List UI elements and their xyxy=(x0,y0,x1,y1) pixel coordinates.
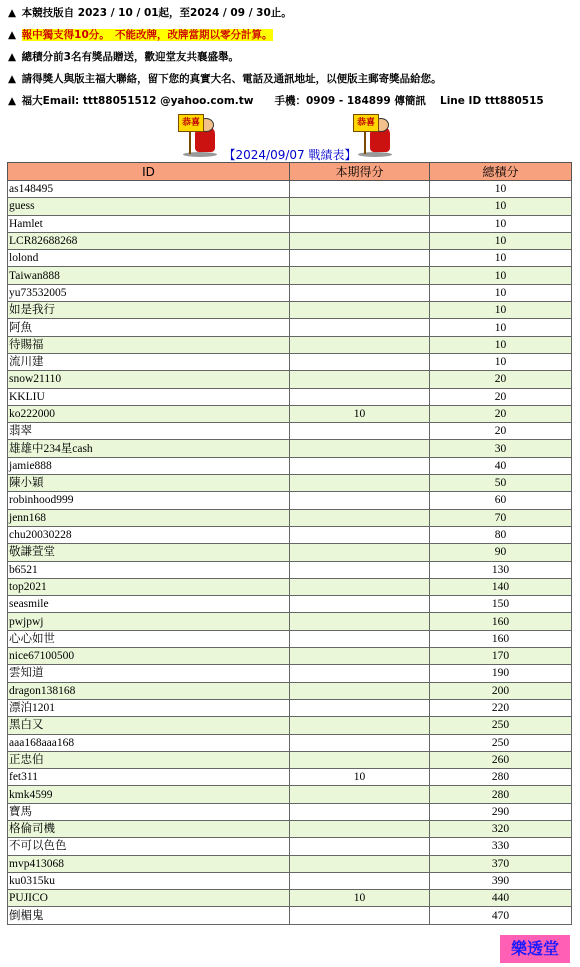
cell-total-score: 470 xyxy=(430,907,572,924)
cell-period-score xyxy=(290,198,430,215)
cell-total-score: 10 xyxy=(430,336,572,353)
cell-period-score xyxy=(290,717,430,734)
cell-id: jamie888 xyxy=(8,457,290,474)
table-row xyxy=(8,440,572,457)
cell-total-score: 170 xyxy=(430,648,572,665)
note-contact-request: ▲ 請得獎人與版主福大聯絡，留下您的真實大名、電話及通訊地址，以便版主郵寄獎品給您。 xyxy=(8,73,442,85)
cell-total-score: 440 xyxy=(430,890,572,907)
cell-id: PUJICO xyxy=(8,890,290,907)
cell-total-score: 10 xyxy=(430,284,572,301)
cell-period-score xyxy=(290,284,430,301)
cell-id: 黑白又 xyxy=(8,717,290,734)
cell-id: guess xyxy=(8,198,290,215)
cell-period-score xyxy=(290,181,430,198)
table-row xyxy=(8,717,572,734)
cell-total-score: 140 xyxy=(430,578,572,595)
cell-id: yu73532005 xyxy=(8,284,290,301)
cell-period-score xyxy=(290,302,430,319)
cell-period-score xyxy=(290,820,430,837)
table-row xyxy=(8,526,572,543)
cell-id: 雄雄中234星cash xyxy=(8,440,290,457)
cell-period-score: 10 xyxy=(290,405,430,422)
cell-total-score: 280 xyxy=(430,769,572,786)
table-row xyxy=(8,613,572,630)
table-row xyxy=(8,890,572,907)
cell-period-score: 10 xyxy=(290,769,430,786)
table-row xyxy=(8,457,572,474)
cell-period-score xyxy=(290,544,430,561)
cell-period-score xyxy=(290,457,430,474)
cell-period-score xyxy=(290,509,430,526)
cell-id: ku0315ku xyxy=(8,872,290,889)
triangle-icon: ▲ xyxy=(8,7,17,19)
cell-total-score: 10 xyxy=(430,181,572,198)
cell-period-score xyxy=(290,267,430,284)
cell-id: fet311 xyxy=(8,769,290,786)
congrats-figure-icon: 恭喜 xyxy=(350,112,396,158)
cell-total-score: 90 xyxy=(430,544,572,561)
table-row xyxy=(8,769,572,786)
cell-id: 正忠伯 xyxy=(8,751,290,768)
cell-total-score: 160 xyxy=(430,613,572,630)
score-table-title: 【2024/09/07 戰績表】 xyxy=(223,148,357,162)
cell-id: chu20030228 xyxy=(8,526,290,543)
cell-period-score xyxy=(290,872,430,889)
cell-period-score xyxy=(290,526,430,543)
table-row xyxy=(8,907,572,924)
cell-total-score: 20 xyxy=(430,405,572,422)
cell-id: jenn168 xyxy=(8,509,290,526)
cell-period-score xyxy=(290,630,430,647)
score-table xyxy=(7,162,572,925)
cell-id: robinhood999 xyxy=(8,492,290,509)
cell-id: seasmile xyxy=(8,596,290,613)
cell-total-score: 370 xyxy=(430,855,572,872)
cell-period-score xyxy=(290,440,430,457)
cell-total-score: 40 xyxy=(430,457,572,474)
cell-id: 翡翠 xyxy=(8,423,290,440)
cell-id: b6521 xyxy=(8,561,290,578)
cell-id: 阿魚 xyxy=(8,319,290,336)
table-row xyxy=(8,786,572,803)
cell-period-score xyxy=(290,699,430,716)
cell-total-score: 50 xyxy=(430,475,572,492)
cell-period-score xyxy=(290,578,430,595)
cell-total-score: 20 xyxy=(430,423,572,440)
table-row xyxy=(8,198,572,215)
table-row xyxy=(8,734,572,751)
cell-total-score: 80 xyxy=(430,526,572,543)
cell-id: aaa168aaa168 xyxy=(8,734,290,751)
cell-total-score: 20 xyxy=(430,371,572,388)
cell-period-score xyxy=(290,786,430,803)
table-row xyxy=(8,665,572,682)
table-row xyxy=(8,475,572,492)
table-row xyxy=(8,492,572,509)
note-contact-info: ▲ 福大Email: ttt88051512 @yahoo.com.tw 手機：0909 - 184899 傳簡訊 Line ID ttt880515 xyxy=(8,95,544,107)
cell-id: 倒楣鬼 xyxy=(8,907,290,924)
cell-total-score: 60 xyxy=(430,492,572,509)
cell-id: 不可以色色 xyxy=(8,838,290,855)
cell-id: KKLIU xyxy=(8,388,290,405)
cell-period-score xyxy=(290,423,430,440)
cell-period-score xyxy=(290,596,430,613)
cell-period-score xyxy=(290,492,430,509)
cell-id: 心心如世 xyxy=(8,630,290,647)
site-logo-badge[interactable]: 樂透堂 xyxy=(500,935,570,963)
header-period-score: 本期得分 xyxy=(290,163,430,181)
cell-period-score xyxy=(290,734,430,751)
cell-period-score xyxy=(290,648,430,665)
table-row xyxy=(8,353,572,370)
header-total-score: 總積分 xyxy=(430,163,572,181)
table-row xyxy=(8,319,572,336)
cell-total-score: 10 xyxy=(430,250,572,267)
table-row xyxy=(8,250,572,267)
triangle-icon: ▲ xyxy=(8,73,17,85)
cell-id: 漂泊1201 xyxy=(8,699,290,716)
triangle-icon: ▲ xyxy=(8,51,17,63)
cell-id: 雲知道 xyxy=(8,665,290,682)
table-row xyxy=(8,181,572,198)
cell-total-score: 390 xyxy=(430,872,572,889)
cell-id: Taiwan888 xyxy=(8,267,290,284)
cell-total-score: 130 xyxy=(430,561,572,578)
cell-id: pwjpwj xyxy=(8,613,290,630)
cell-id: snow21110 xyxy=(8,371,290,388)
cell-period-score xyxy=(290,838,430,855)
cell-period-score xyxy=(290,353,430,370)
cell-total-score: 10 xyxy=(430,267,572,284)
cell-total-score: 70 xyxy=(430,509,572,526)
table-row xyxy=(8,509,572,526)
table-row xyxy=(8,699,572,716)
cell-id: ko222000 xyxy=(8,405,290,422)
table-row xyxy=(8,302,572,319)
cell-period-score xyxy=(290,319,430,336)
cell-id: kmk4599 xyxy=(8,786,290,803)
cell-period-score xyxy=(290,232,430,249)
cell-total-score: 30 xyxy=(430,440,572,457)
table-row xyxy=(8,371,572,388)
cell-total-score: 150 xyxy=(430,596,572,613)
cell-period-score xyxy=(290,215,430,232)
cell-id: lolond xyxy=(8,250,290,267)
congrats-figure-icon: 恭喜 xyxy=(175,112,221,158)
table-row xyxy=(8,267,572,284)
cell-id: Hamlet xyxy=(8,215,290,232)
table-row xyxy=(8,561,572,578)
banner xyxy=(0,112,580,160)
cell-period-score xyxy=(290,475,430,492)
table-row xyxy=(8,855,572,872)
table-header-row xyxy=(8,163,572,181)
cell-id: nice67100500 xyxy=(8,648,290,665)
table-row xyxy=(8,838,572,855)
table-row xyxy=(8,336,572,353)
table-row xyxy=(8,578,572,595)
cell-total-score: 290 xyxy=(430,803,572,820)
table-row xyxy=(8,423,572,440)
cell-period-score xyxy=(290,613,430,630)
cell-period-score xyxy=(290,803,430,820)
cell-total-score: 260 xyxy=(430,751,572,768)
note-scoring-rule: ▲ 報中獨支得10分。 不能改牌，改牌當期以零分計算。 xyxy=(8,29,273,41)
header-id: ID xyxy=(8,163,290,181)
cell-id: dragon138168 xyxy=(8,682,290,699)
table-row xyxy=(8,284,572,301)
cell-id: 格倫司機 xyxy=(8,820,290,837)
cell-period-score xyxy=(290,250,430,267)
cell-period-score xyxy=(290,682,430,699)
cell-total-score: 10 xyxy=(430,353,572,370)
table-row xyxy=(8,630,572,647)
table-row xyxy=(8,820,572,837)
cell-total-score: 280 xyxy=(430,786,572,803)
cell-id: 待賜福 xyxy=(8,336,290,353)
cell-total-score: 200 xyxy=(430,682,572,699)
cell-id: 敬謙萱堂 xyxy=(8,544,290,561)
cell-period-score xyxy=(290,665,430,682)
cell-total-score: 10 xyxy=(430,319,572,336)
cell-total-score: 160 xyxy=(430,630,572,647)
cell-total-score: 10 xyxy=(430,302,572,319)
cell-id: 如是我行 xyxy=(8,302,290,319)
cell-period-score: 10 xyxy=(290,890,430,907)
triangle-icon: ▲ xyxy=(8,29,17,41)
triangle-icon: ▲ xyxy=(8,95,17,107)
cell-period-score xyxy=(290,336,430,353)
table-row xyxy=(8,648,572,665)
cell-id: 流川建 xyxy=(8,353,290,370)
table-row xyxy=(8,232,572,249)
table-row xyxy=(8,751,572,768)
cell-period-score xyxy=(290,751,430,768)
cell-period-score xyxy=(290,371,430,388)
table-row xyxy=(8,682,572,699)
cell-total-score: 190 xyxy=(430,665,572,682)
cell-id: as148495 xyxy=(8,181,290,198)
table-row xyxy=(8,544,572,561)
notes-list xyxy=(8,6,574,116)
cell-id: mvp413068 xyxy=(8,855,290,872)
note-prize: ▲ 總積分前3名有獎品贈送，歡迎堂友共襄盛舉。 xyxy=(8,51,239,63)
cell-total-score: 250 xyxy=(430,717,572,734)
cell-total-score: 10 xyxy=(430,232,572,249)
cell-total-score: 330 xyxy=(430,838,572,855)
cell-period-score xyxy=(290,855,430,872)
cell-total-score: 220 xyxy=(430,699,572,716)
cell-total-score: 320 xyxy=(430,820,572,837)
cell-period-score xyxy=(290,388,430,405)
table-row xyxy=(8,872,572,889)
cell-total-score: 20 xyxy=(430,388,572,405)
table-row xyxy=(8,405,572,422)
table-row xyxy=(8,596,572,613)
cell-id: 陳小穎 xyxy=(8,475,290,492)
cell-id: 寶馬 xyxy=(8,803,290,820)
note-period: ▲ 本競技版自 2023 / 10 / 01起，至2024 / 09 / 30止。 xyxy=(8,7,292,19)
cell-period-score xyxy=(290,561,430,578)
cell-id: LCR82688268 xyxy=(8,232,290,249)
cell-total-score: 250 xyxy=(430,734,572,751)
cell-total-score: 10 xyxy=(430,215,572,232)
cell-period-score xyxy=(290,907,430,924)
cell-id: top2021 xyxy=(8,578,290,595)
table-row xyxy=(8,803,572,820)
cell-total-score: 10 xyxy=(430,198,572,215)
table-row xyxy=(8,388,572,405)
table-body xyxy=(8,181,572,925)
table-row xyxy=(8,215,572,232)
